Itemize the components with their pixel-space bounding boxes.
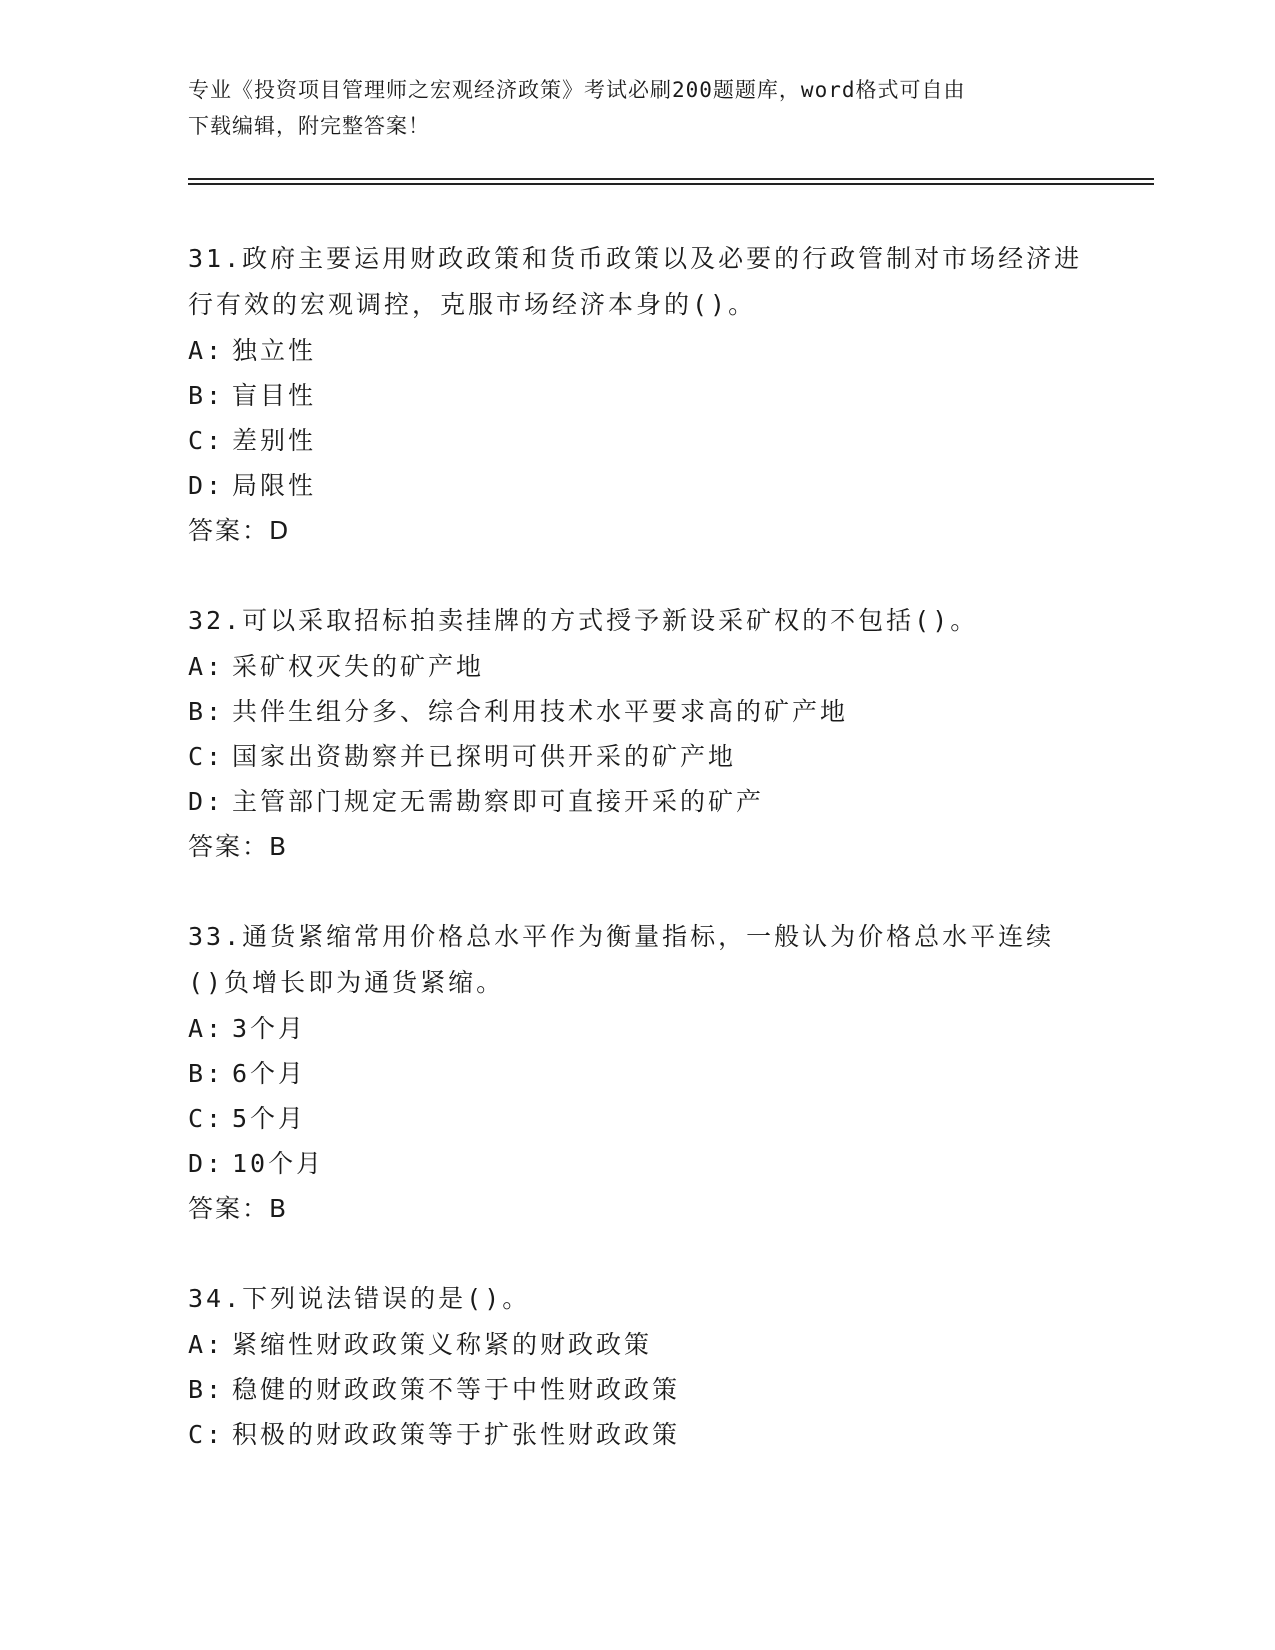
answer-option [188, 644, 1088, 689]
option-letter: C: [188, 426, 225, 455]
question-stem: 31.政府主要运用财政政策和货币政策以及必要的行政管制对市场经济进行有效的宏观调控，克服市场经济本身的()。 [188, 244, 1083, 319]
answer-option [188, 1367, 1088, 1412]
question-block [188, 598, 1088, 869]
answer-option [188, 328, 1088, 373]
answer-option [188, 418, 1088, 463]
option-text: 稳健的财政政策不等于中性财政政策 [232, 1375, 681, 1404]
option-text: 独立性 [232, 336, 317, 365]
option-text: 积极的财政政策等于扩张性财政政策 [232, 1420, 681, 1449]
option-letter: D: [188, 471, 225, 500]
option-text: 6个月 [232, 1059, 307, 1088]
answer-option [188, 1051, 1088, 1096]
answer-key: 答案：B [188, 832, 289, 861]
document-header [188, 72, 1088, 144]
answer-option [188, 1006, 1088, 1051]
answer-option [188, 1141, 1088, 1186]
answer-option [188, 734, 1088, 779]
header-line-1: 专业《投资项目管理师之宏观经济政策》考试必刷200题题库，word格式可自由 [188, 78, 966, 102]
option-text: 紧缩性财政政策义称紧的财政政策 [232, 1330, 653, 1359]
option-text: 共伴生组分多、综合利用技术水平要求高的矿产地 [232, 697, 849, 726]
header-divider-bottom [188, 183, 1154, 185]
option-text: 10个月 [232, 1149, 325, 1178]
question-list [188, 236, 1088, 1502]
option-letter: C: [188, 742, 225, 771]
header-line-2: 下载编辑，附完整答案！ [188, 114, 430, 138]
question-block [188, 1276, 1088, 1457]
option-letter: B: [188, 697, 225, 726]
question-block [188, 236, 1088, 553]
option-text: 5个月 [232, 1104, 307, 1133]
option-text: 局限性 [232, 471, 317, 500]
option-text: 盲目性 [232, 381, 317, 410]
option-letter: A: [188, 1330, 225, 1359]
option-text: 主管部门规定无需勘察即可直接开采的矿产 [232, 787, 765, 816]
option-letter: D: [188, 787, 225, 816]
answer-option [188, 1096, 1088, 1141]
answer-key: 答案：D [188, 516, 291, 545]
option-letter: D: [188, 1149, 225, 1178]
question-stem: 32.可以采取招标拍卖挂牌的方式授予新设采矿权的不包括()。 [188, 606, 979, 635]
answer-option [188, 779, 1088, 824]
option-letter: C: [188, 1420, 225, 1449]
option-letter: B: [188, 381, 225, 410]
header-divider-top [188, 178, 1154, 180]
answer-key: 答案：B [188, 1194, 289, 1223]
option-letter: C: [188, 1104, 225, 1133]
question-stem: 34.下列说法错误的是()。 [188, 1284, 531, 1313]
option-text: 采矿权灭失的矿产地 [232, 652, 485, 681]
option-text: 3个月 [232, 1014, 307, 1043]
answer-option [188, 373, 1088, 418]
option-letter: B: [188, 1059, 225, 1088]
option-text: 差别性 [232, 426, 317, 455]
question-block [188, 914, 1088, 1231]
option-letter: A: [188, 336, 225, 365]
question-stem: 33.通货紧缩常用价格总水平作为衡量指标，一般认为价格总水平连续()负增长即为通货紧缩。 [188, 922, 1055, 997]
answer-option [188, 1412, 1088, 1457]
option-text: 国家出资勘察并已探明可供开采的矿产地 [232, 742, 737, 771]
answer-option [188, 689, 1088, 734]
option-letter: A: [188, 652, 225, 681]
answer-option [188, 463, 1088, 508]
option-letter: A: [188, 1014, 225, 1043]
answer-option [188, 1322, 1088, 1367]
option-letter: B: [188, 1375, 225, 1404]
